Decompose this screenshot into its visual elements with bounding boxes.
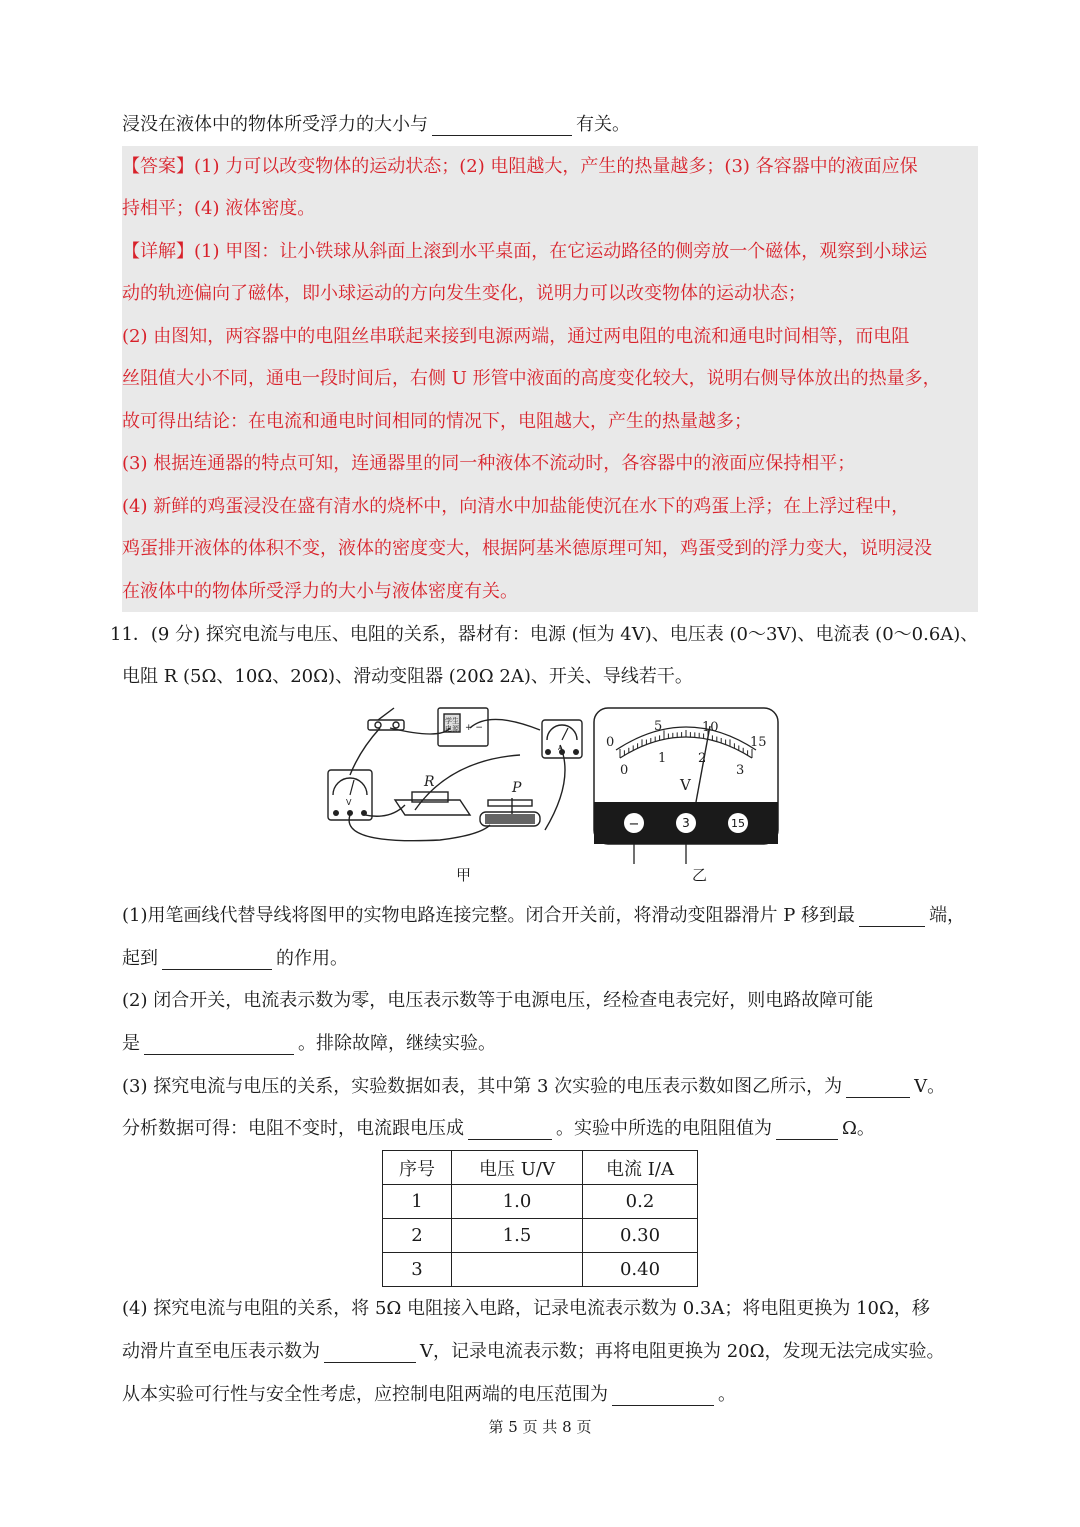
dial-bottom-2: 2 bbox=[698, 751, 707, 766]
dial-top-15: 15 bbox=[750, 735, 767, 750]
dial-bottom-3: 3 bbox=[736, 763, 745, 778]
intro-line: 浸没在液体中的物体所受浮力的大小与 有关。 bbox=[122, 114, 630, 135]
explain-line-1: 【详解】(1) 甲图：让小铁球从斜面上滚到水平桌面，在它运动路径的侧旁放一个磁体，观察到小球运 bbox=[122, 241, 928, 262]
table-header: 电流 I/A bbox=[583, 1151, 698, 1185]
terminal-15: 15 bbox=[731, 817, 745, 830]
table-header-row bbox=[383, 1151, 698, 1185]
p1-line-a: (1)用笔画线代替导线将图甲的实物电路连接完整。闭合开关前，将滑动变阻器滑片 P 移到最 端， bbox=[122, 905, 966, 926]
p1-line-b: 起到 的作用。 bbox=[122, 948, 348, 969]
terminal-negative: − bbox=[628, 817, 640, 832]
p3-blank-3[interactable] bbox=[776, 1121, 838, 1140]
p4-line-b: 动滑片直至电压表示数为 V，记录电流表示数；再将电阻更换为 20Ω，发现无法完成实验。 bbox=[122, 1341, 945, 1362]
p3-blank-2[interactable] bbox=[468, 1121, 552, 1140]
p2-line-a: (2) 闭合开关，电流表示数为零，电压表示数等于电源电压，经检查电表完好，则电路故障可能 bbox=[122, 990, 874, 1011]
terminal-wires bbox=[630, 844, 690, 866]
svg-text:+ −: + − bbox=[465, 723, 483, 733]
table-cell: 1.0 bbox=[452, 1185, 583, 1219]
dial-unit: V bbox=[680, 776, 691, 794]
explain-line-6: (3) 根据连通器的特点可知，连通器里的同一种液体不流动时，各容器中的液面应保持相平； bbox=[122, 453, 856, 474]
table-header: 序号 bbox=[383, 1151, 452, 1185]
explain-line-5: 故可得出结论：在电流和通电时间相同的情况下，电阻越大，产生的热量越多； bbox=[122, 411, 752, 432]
p4-line-a: (4) 探究电流与电阻的关系，将 5Ω 电阻接入电路，记录电流表示数为 0.3A；将电阻更换为 10Ω，移 bbox=[122, 1298, 930, 1319]
circuit-figure-jia bbox=[320, 700, 590, 850]
table-cell: 2 bbox=[383, 1219, 452, 1253]
table-header: 电压 U/V bbox=[452, 1151, 583, 1185]
table-row bbox=[383, 1253, 698, 1287]
dial-top-0: 0 bbox=[606, 735, 615, 750]
ammeter-label: A bbox=[558, 744, 563, 752]
table-cell-empty[interactable] bbox=[452, 1253, 583, 1287]
p3-line-a: (3) 探究电流与电压的关系，实验数据如表，其中第 3 次实验的电压表示数如图乙所示，为 V。 bbox=[122, 1076, 946, 1097]
table-cell: 1 bbox=[383, 1185, 452, 1219]
explain-line-7: (4) 新鲜的鸡蛋浸没在盛有清水的烧杯中，向清水中加盐能使沉在水下的鸡蛋上浮；在上浮过程中， bbox=[122, 496, 910, 517]
dial-top-10: 10 bbox=[702, 720, 719, 735]
table-cell: 3 bbox=[383, 1253, 452, 1287]
figure-label-jia: 甲 bbox=[456, 866, 472, 884]
answer-line-2: 持相平；(4) 液体密度。 bbox=[122, 198, 316, 219]
explain-line-8: 鸡蛋排开液体的体积不变，液体的密度变大，根据阿基米德原理可知，鸡蛋受到的浮力变大，说明浸没 bbox=[122, 538, 932, 559]
table-cell: 1.5 bbox=[452, 1219, 583, 1253]
p1-blank-2[interactable] bbox=[162, 951, 272, 970]
p4-blank-1[interactable] bbox=[324, 1344, 416, 1363]
p1-blank-1[interactable] bbox=[859, 908, 925, 927]
explain-line-3: (2) 由图知，两容器中的电阻丝串联起来接到电源两端，通过两电阻的电流和通电时间相等，而电阻 bbox=[122, 326, 910, 347]
p2-blank[interactable] bbox=[144, 1036, 294, 1055]
dial-bottom-1: 1 bbox=[658, 751, 667, 766]
q11-line-2: 电阻 R (5Ω、10Ω、20Ω)、滑动变阻器 (20Ω 2A)、开关、导线若干。 bbox=[122, 666, 693, 687]
explain-line-2: 动的轨迹偏向了磁体，即小球运动的方向发生变化，说明力可以改变物体的运动状态； bbox=[122, 283, 806, 304]
dial-bottom-0: 0 bbox=[620, 763, 629, 778]
p3-line-b: 分析数据可得：电阻不变时，电流跟电压成 。实验中所选的电阻阻值为 Ω。 bbox=[122, 1118, 875, 1139]
explain-line-9: 在液体中的物体所受浮力的大小与液体密度有关。 bbox=[122, 581, 518, 602]
supply-text-1: 学生 bbox=[445, 717, 459, 725]
table-row bbox=[383, 1185, 698, 1219]
p3-blank-1[interactable] bbox=[846, 1079, 910, 1098]
figure-label-yi: 乙 bbox=[692, 866, 708, 884]
table-cell: 0.40 bbox=[583, 1253, 698, 1287]
resistor-label: R bbox=[424, 774, 435, 790]
supply-text-2: 电源 bbox=[445, 725, 459, 733]
answer-line-1: 【答案】(1) 力可以改变物体的运动状态；(2) 电阻越大，产生的热量越多；(3) 各容器中的液面应保 bbox=[122, 156, 918, 177]
p2-line-b: 是 。排除故障，继续实验。 bbox=[122, 1033, 496, 1054]
dial-top-5: 5 bbox=[654, 719, 663, 734]
voltmeter-dial-figure-yi bbox=[592, 706, 780, 846]
table-cell: 0.30 bbox=[583, 1219, 698, 1253]
voltmeter-label: V bbox=[346, 798, 352, 807]
table-cell: 0.2 bbox=[583, 1185, 698, 1219]
page-footer: 第 5 页 共 8 页 bbox=[488, 1418, 592, 1436]
p4-line-c: 从本实验可行性与安全性考虑，应控制电阻两端的电压范围为 。 bbox=[122, 1384, 736, 1405]
answer-blank[interactable] bbox=[432, 117, 572, 136]
explain-line-4: 丝阻值大小不同，通电一段时间后，右侧 U 形管中液面的高度变化较大，说明右侧导体放出的热量多， bbox=[122, 368, 941, 389]
data-table bbox=[382, 1150, 698, 1287]
q11-line-1: 11．(9 分) 探究电流与电压、电阻的关系，器材有：电源 (恒为 4V)、电压表 (0～3V)、电流表 (0～0.6A)、 bbox=[110, 624, 979, 645]
p4-blank-2[interactable] bbox=[612, 1387, 714, 1406]
slider-label: P bbox=[512, 780, 522, 796]
terminal-3: 3 bbox=[682, 816, 690, 830]
table-row bbox=[383, 1219, 698, 1253]
answer-explanation-box bbox=[122, 146, 978, 612]
